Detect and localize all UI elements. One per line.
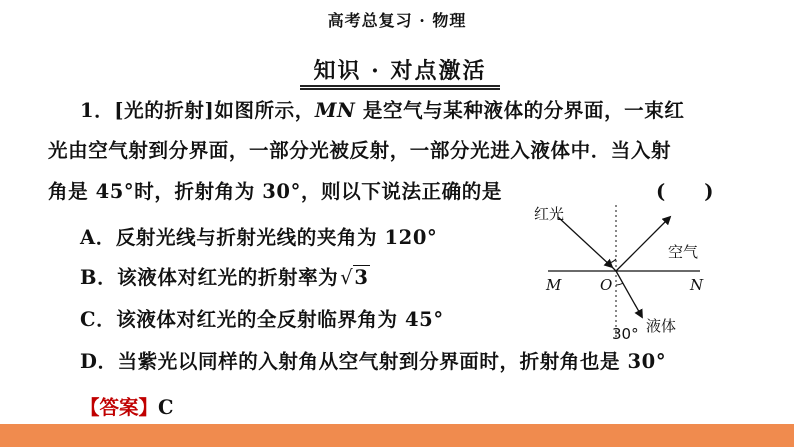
option-b-text: B．该液体对红光的折射率为 (80, 266, 339, 289)
refracted-ray (616, 271, 642, 317)
option-d: D．当紫光以同样的入射角从空气射到分界面时，折射角也是 30° (80, 350, 667, 373)
question-number: 1． (80, 99, 115, 122)
radical-sign: √ (340, 266, 354, 289)
section-title: 知识 · 对点激活 (300, 56, 500, 90)
question-line-3: 角是 45°时，折射角为 30°，则以下说法正确的是 (48, 180, 502, 203)
label-m: M (546, 276, 562, 294)
question-tag: [光的折射] (114, 99, 215, 122)
question-text-b: 是空气与某种液体的分界面，一束红 (355, 99, 685, 122)
sqrt-3 (338, 266, 369, 289)
question-line-1 (80, 95, 684, 123)
label-n: N (690, 276, 704, 294)
answer-tag: 【答案】 (80, 396, 159, 419)
incident-ray (558, 217, 612, 267)
option-b (80, 262, 370, 290)
reflected-ray (616, 217, 670, 271)
question-text-a: 如图所示， (214, 99, 315, 122)
answer-value: C (158, 396, 174, 419)
option-a: A．反射光线与折射光线的夹角为 120° (80, 226, 438, 249)
mn-label: MN (314, 99, 356, 122)
answer-line (80, 392, 174, 420)
label-liquid: 液体 (646, 317, 677, 335)
label-red-light: 红光 (534, 205, 565, 223)
answer-bracket: ( ) (656, 180, 714, 203)
page-header: 高考总复习 · 物理 (327, 11, 467, 30)
radical-argument: 3 (354, 266, 369, 289)
label-o: O (600, 276, 613, 294)
incident-angle-arc (608, 259, 616, 263)
label-30-deg: 30° (612, 325, 639, 343)
footer-bar (0, 424, 794, 447)
refraction-diagram (530, 205, 770, 355)
refraction-angle-arc (616, 283, 623, 285)
option-c: C．该液体对红光的全反射临界角为 45° (80, 308, 444, 331)
label-air: 空气 (668, 243, 699, 261)
question-line-2: 光由空气射到分界面，一部分光被反射，一部分光进入液体中．当入射 (48, 139, 672, 162)
